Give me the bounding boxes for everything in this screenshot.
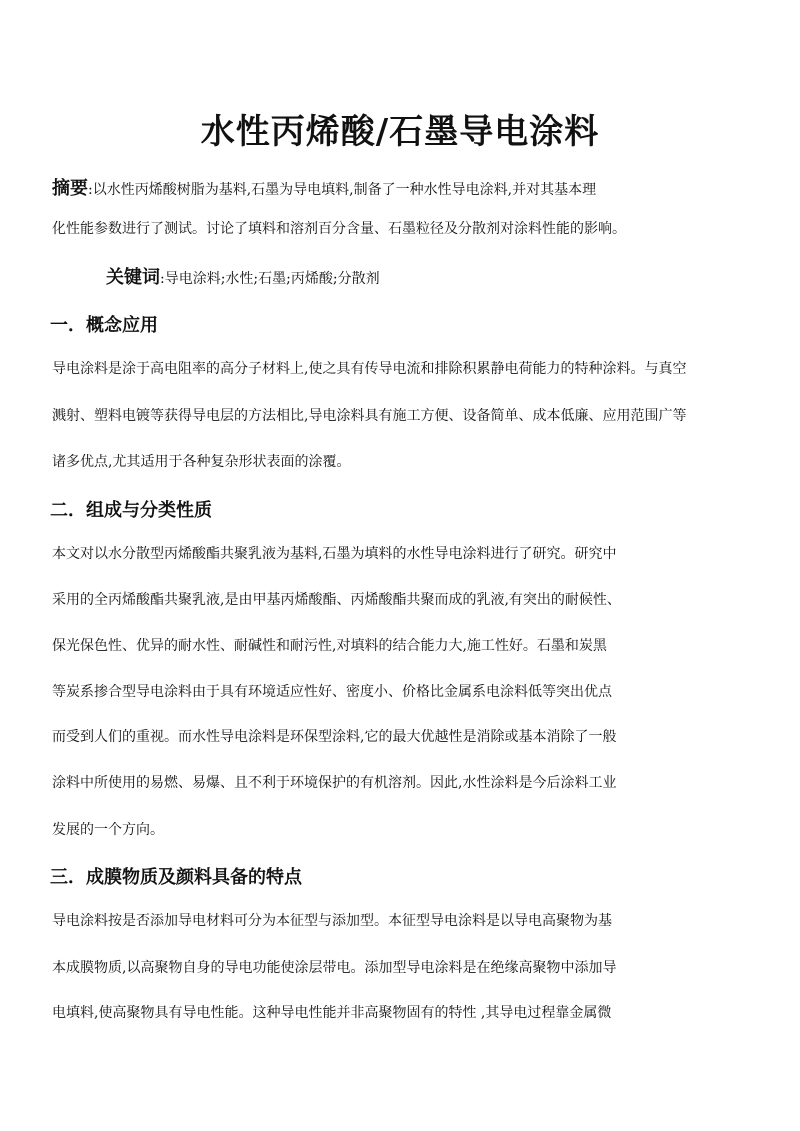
abstract-label: 摘要 [52,178,88,199]
section-2-line-6: 涂料中所使用的易燃、易爆、且不利于环境保护的有机溶剂。因此,水性涂料是今后涂料工业 [52,775,617,791]
abstract-line-1 [52,174,596,200]
section-heading-3: 三．成膜物质及颜料具备的特点 [50,867,302,888]
keywords-label: 关键词 [106,267,160,288]
section-heading-1: 一．概念应用 [50,315,158,336]
keywords-line [106,263,380,289]
section-3-line-2: 本成膜物质,以高聚物自身的导电功能使涂层带电。添加型导电涂料是在绝缘高聚物中添加导 [52,960,617,976]
section-3-line-3: 电填料,使高聚物具有导电性能。这种导电性能并非高聚物固有的特性 ,其导电过程靠金属微 [52,1005,612,1021]
section-heading-2: 二．组成与分类性质 [50,500,212,521]
abstract-line-2: 化性能参数进行了测试。讨论了填料和溶剂百分含量、石墨粒径及分散剂对涂料性能的影响。 [52,221,626,237]
section-1-line-1: 导电涂料是涂于高电阻率的高分子材料上,使之具有传导电流和排除积累静电荷能力的特种涂料。与真空 [52,361,687,377]
section-2-line-4: 等炭系掺合型导电涂料由于具有环境适应性好、密度小、价格比金属系电涂料低等突出优点 [52,684,612,700]
section-3-line-1: 导电涂料按是否添加导电材料可分为本征型与添加型。本征型导电涂料是以导电高聚物为基 [52,913,612,929]
section-2-line-5: 而受到人们的重视。而水性导电涂料是环保型涂料,它的最大优越性是消除或基本消除了一般 [52,729,617,745]
section-2-line-1: 本文对以水分散型丙烯酸酯共聚乳液为基料,石墨为填料的水性导电涂料进行了研究。研究中 [52,546,617,562]
section-1-line-3: 诸多优点,尤其适用于各种复杂形状表面的涂覆。 [52,454,351,470]
section-2-line-2: 采用的全丙烯酸酯共聚乳液,是由甲基丙烯酸酯、丙烯酸酯共聚而成的乳液,有突出的耐候性、 [52,592,621,608]
keywords-text: :导电涂料;水性;石墨;丙烯酸;分散剂 [160,271,380,287]
section-2-line-3: 保光保色性、优异的耐水性、耐碱性和耐污性,对填料的结合能力大,施工性好。石墨和炭黑 [52,638,607,654]
section-1-line-2: 溅射、塑料电镀等获得导电层的方法相比,导电涂料具有施工方便、设备简单、成本低廉、应用范围广等 [52,408,687,424]
section-2-line-7: 发展的一个方向。 [52,822,164,838]
document-title: 水性丙烯酸/石墨导电涂料 [200,112,600,152]
abstract-text-1: :以水性丙烯酸树脂为基料,石墨为导电填料,制备了一种水性导电涂料,并对其基本理 [88,182,597,198]
